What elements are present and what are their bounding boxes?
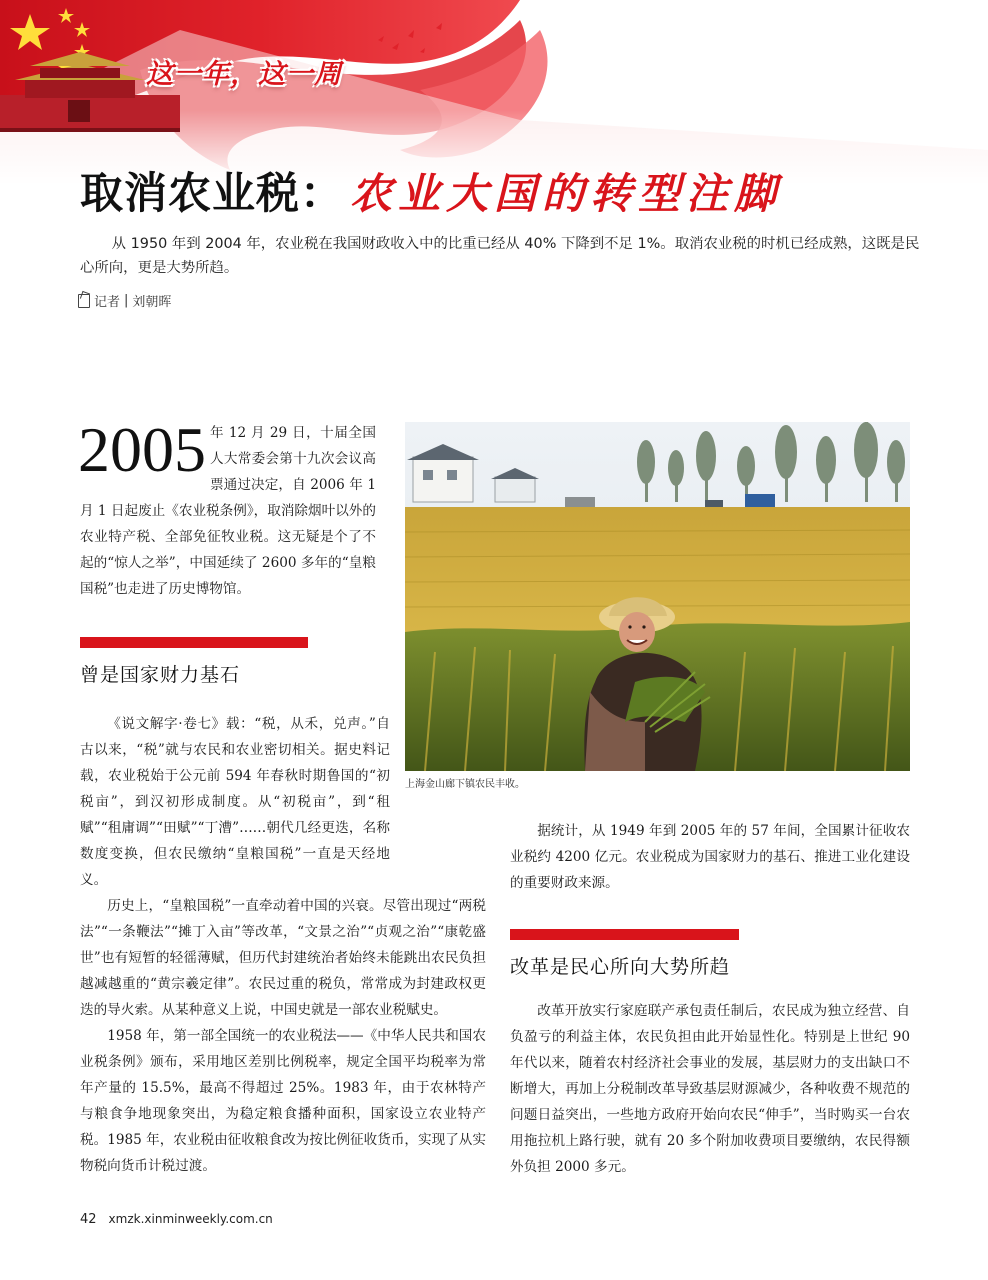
section-divider-bar <box>80 637 308 648</box>
byline-separator: | <box>124 293 129 308</box>
website-url: xmzk.xinminweekly.com.cn <box>108 1212 273 1226</box>
harvest-photo-illustration <box>405 422 910 771</box>
page-footer <box>80 1212 273 1227</box>
byline <box>78 291 171 310</box>
pen-icon <box>78 294 90 308</box>
dropcap-year: 2005 <box>78 414 206 485</box>
section1-paragraph: 《说文解字·卷七》载：“税，从禾，兑声。”自古以来，“税”就与农民和农业密切相关。据史料记载，农业税始于公元前 594 年春秋时期鲁国的“初税亩”，到汉初形成制度。从“初税亩”，到“租赋”“租庸调”“田赋”“丁漕”……朝代几经更迭，名称数度变换，但农民缴纳“皇粮国税”一直是天经地义。 <box>80 716 390 888</box>
section1-paragraph: 1958 年，第一部全国统一的农业税法——《中华人民共和国农业税条例》颁布，采用地区差别比例税率，规定全国平均税率为常年产量的 15.5%，最高不得超过 25%。1983 年，由于农林特产与粮食争地现象突出，为稳定粮食播种面积，国家设立农业特产税。1985 年，农业税由征收粮食改为按比例征收货币，实现了从实物税向货币计税过渡。 <box>80 1028 486 1174</box>
section-divider-bar <box>510 929 739 940</box>
section2-body <box>510 998 910 1180</box>
flag-banner-graphic <box>0 0 988 185</box>
statistics-text: 据统计，从 1949 年到 2005 年的 57 年间，全国累计征收农业税约 4200 亿元。农业税成为国家财力的基石、推进工业化建设的重要财政来源。 <box>510 823 910 891</box>
statistics-paragraph <box>510 818 910 896</box>
section-heading-2: 改革是民心所向大势所趋 <box>510 956 731 978</box>
headline <box>80 160 782 220</box>
section2-paragraph: 改革开放实行家庭联产承包责任制后，农民成为独立经营、自负盈亏的利益主体，农民负担由此开始显性化。特别是上世纪 90 年代以来，随着农村经济社会事业的发展，基层财力的支出缺口不断增大，再加上分税制改革导致基层财源减少，各种收费不规范的问题日益突出，一些地方政府开始向农民“伸手”，当时购买一台农用拖拉机上路行驶，就有 20 多个附加收费项目要缴纳，农民得额外负担 2000 多元。 <box>510 1003 910 1175</box>
photo-caption: 上海金山廊下镇农民丰收。 <box>405 779 525 790</box>
section-heading-1: 曾是国家财力基石 <box>80 664 241 686</box>
intro-text: 年 12 月 29 日，十届全国人大常委会第十九次会议高票通过决定，自 2006 年 1 月 1 日起废止《农业税条例》，取消除烟叶以外的农业特产税、全部免征牧业税。这无疑是个了不起的“惊人之举”，中国延续了 2600 多年的“皇粮国税”也走进了历史博物馆。 <box>80 425 376 597</box>
lead-paragraph: 从 1950 年到 2004 年，农业税在我国财政收入中的比重已经从 40% 下降到不足 1%。取消农业税的时机已经成熟，这既是民心所向，更是大势所趋。 <box>80 236 920 276</box>
intro-paragraph <box>78 414 376 602</box>
headline-main: 取消农业税： <box>80 169 344 219</box>
headline-sub: 农业大国的转型注脚 <box>350 168 783 218</box>
banner-title: 这一年，这一周 <box>146 59 342 90</box>
section1-paragraph: 历史上，“皇粮国税”一直牵动着中国的兴衰。尽管出现过“两税法”“一条鞭法”“摊丁入亩”等改革，“文景之治”“贞观之治”“康乾盛世”也有短暂的轻徭薄赋，但历代封建统治者始终未能跳出农民负担越减越重的“黄宗羲定律”。农民过重的税负，常常成为封建政权更迭的导火索。从某种意义上说，中国史就是一部农业税赋史。 <box>80 898 486 1018</box>
byline-label: 记者 <box>94 295 121 310</box>
harvest-photo <box>405 422 910 771</box>
header-banner <box>0 0 988 185</box>
page-number: 42 <box>80 1212 97 1227</box>
byline-author: 刘朝晖 <box>132 295 172 310</box>
